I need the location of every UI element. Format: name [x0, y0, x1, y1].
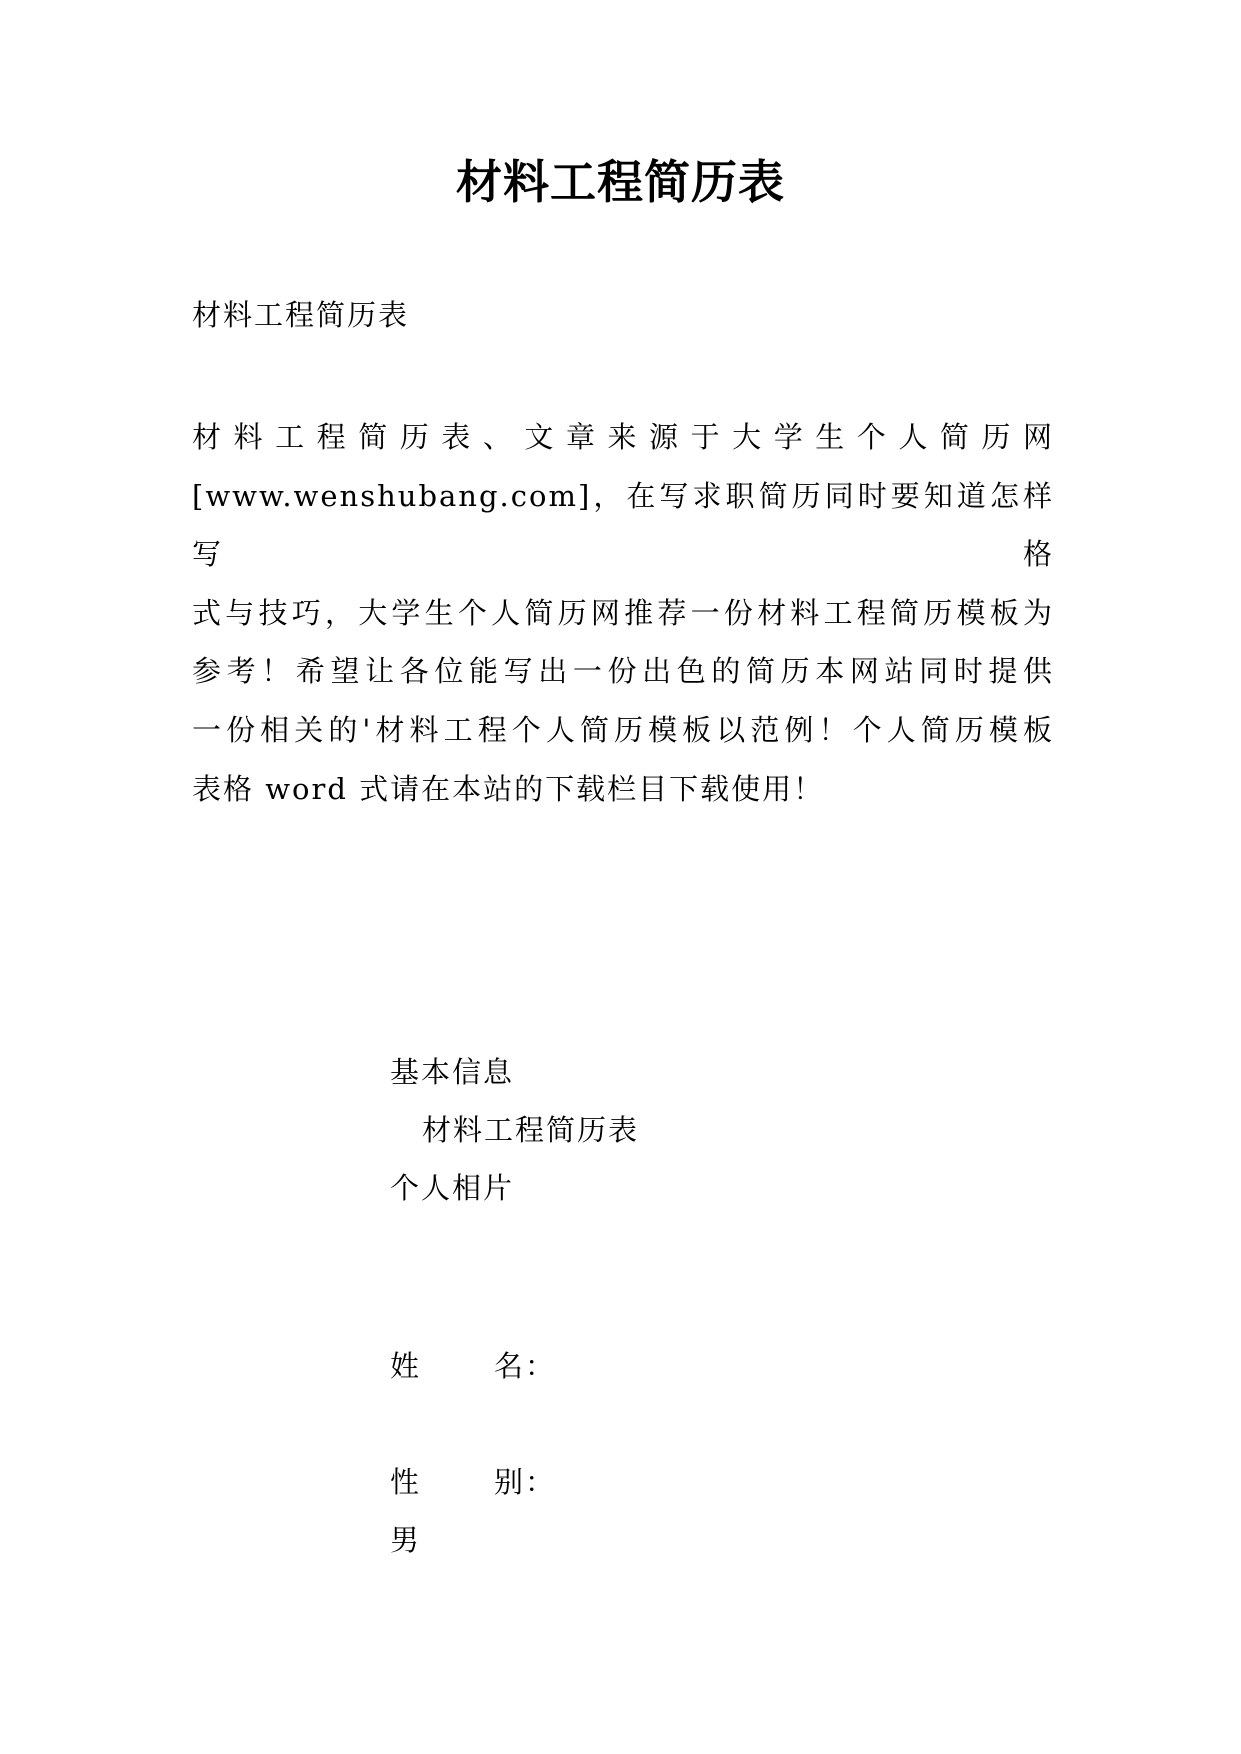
name-label-suffix: 名： [494, 1349, 557, 1383]
name-label-char: 姓 [390, 1349, 422, 1383]
intro-line: 一份相关的'材料工程个人简历模板以范例！个人简历模板 [192, 712, 1054, 747]
intro-line: 参考！希望让各位能写出一份出色的简历本网站同时提供 [192, 654, 1054, 689]
photo-label: 个人相片 [390, 1171, 515, 1205]
gender-label-suffix: 别： [494, 1465, 557, 1499]
resume-table-caption: 材料工程简历表 [422, 1113, 640, 1147]
document-title: 材料工程简历表 [456, 155, 785, 209]
gender-label-char: 性 [390, 1465, 422, 1499]
basic-info-heading: 基本信息 [390, 1055, 515, 1089]
intro-paragraph [192, 408, 1054, 818]
document-subtitle: 材料工程简历表 [192, 298, 410, 332]
intro-line: [www.wenshubang.com]，在写求职简历同时要知道怎样写格 [192, 478, 1054, 572]
intro-line: 表格 word 式请在本站的下载栏目下载使用！ [192, 771, 825, 806]
intro-line: 材料工程简历表、文章来源于大学生个人简历网 [192, 420, 1054, 454]
name-field [390, 1346, 556, 1386]
intro-line: 式与技巧，大学生个人简历网推荐一份材料工程简历模板为 [192, 595, 1054, 630]
gender-field [390, 1462, 556, 1502]
gender-value: 男 [390, 1523, 422, 1557]
